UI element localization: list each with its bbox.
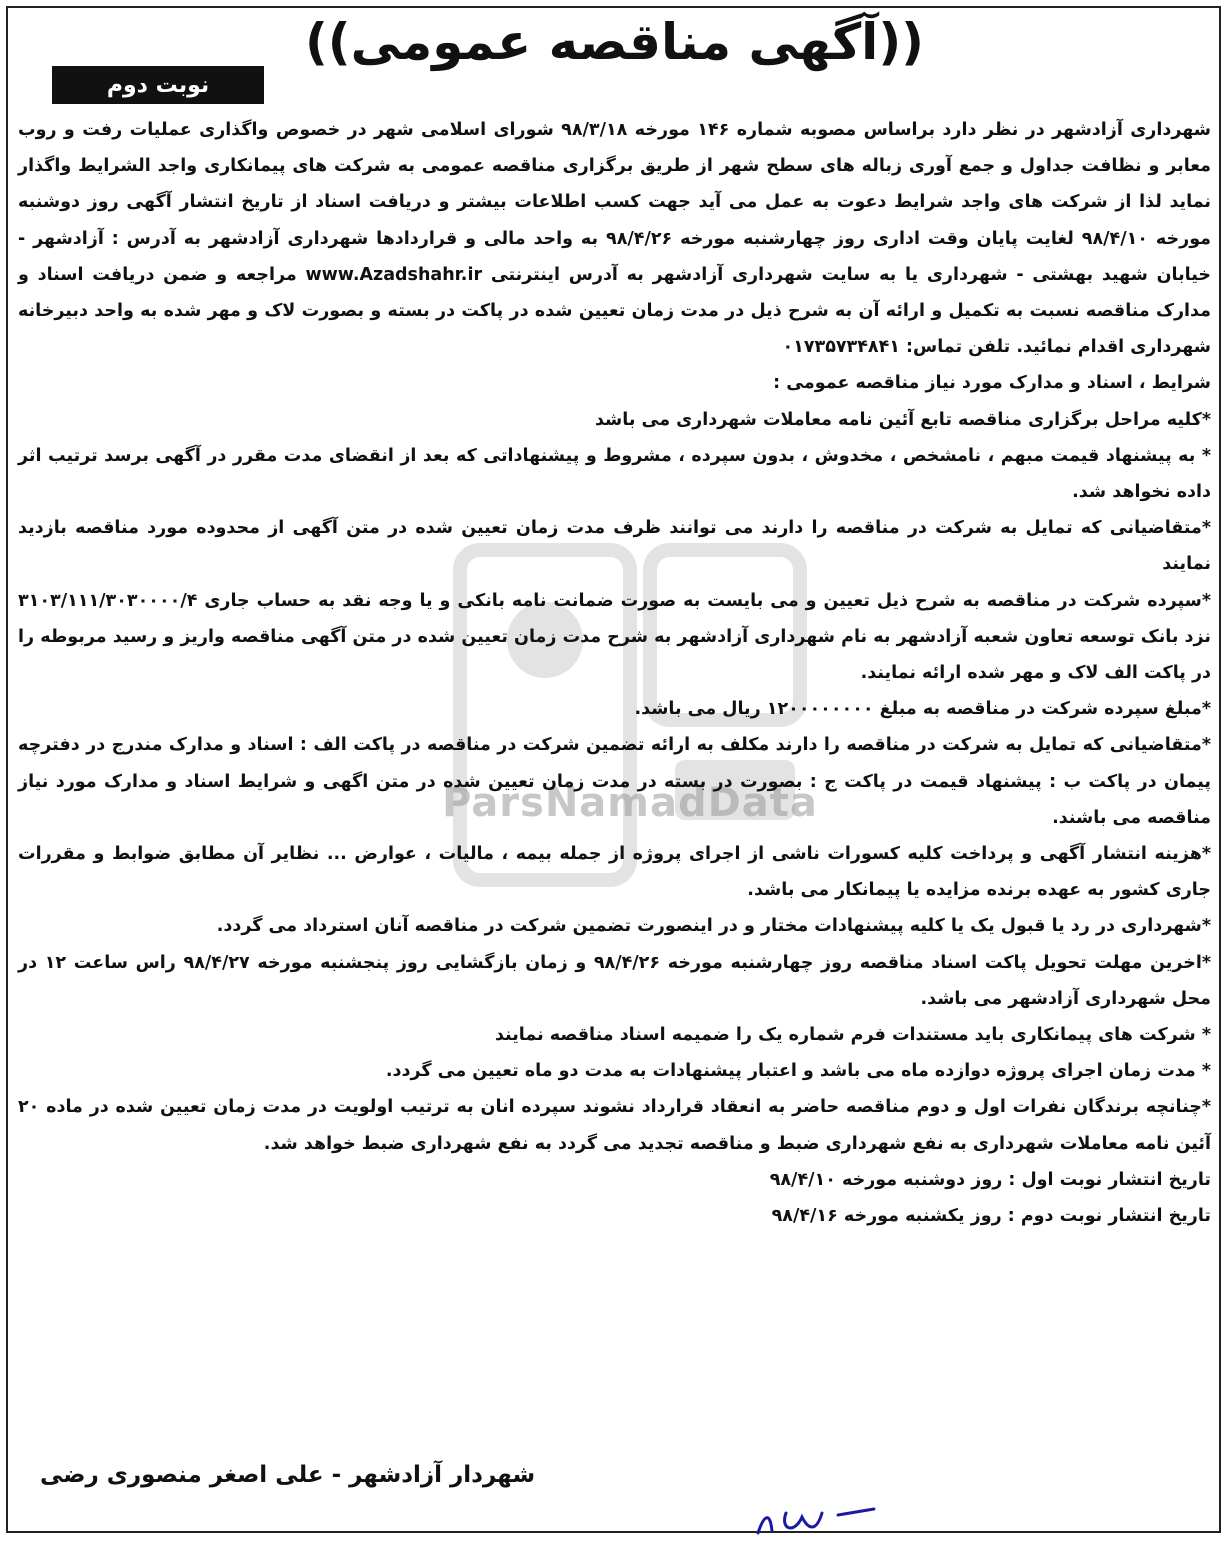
- condition-item: *هزینه انتشار آگهی و پرداخت کلیه کسورات ناشی از اجرای پروژه از جمله بیمه ، مالیات ، عوارض ... نظایر آن مطابق ضوابط و مقررات جاری کشور به عهده برنده مزایده یا پیمانکار می باشد.: [18, 844, 1211, 901]
- condition-item: *سپرده شرکت در مناقصه به شرح ذیل تعیین و می بایست به صورت ضمانت نامه بانکی و یا وجه نقد به حساب جاری ۳۱۰۳/۱۱۱/۳۰۳۰۰۰۰/۴ نزد بانک توسعه تعاون شعبه آزادشهر به نام شهرداری آزادشهر به شرح مدت زمان تعیین شده در متن آگهی مناقصه واریز و رسید مربوطه را در پاکت الف لاک و مهر شده ارائه نمایند.: [18, 590, 1211, 684]
- condition-item: * به پیشنهاد قیمت مبهم ، نامشخص ، مخدوش ، بدون سپرده ، مشروط و پیشنهاداتی که بعد از انقضای مدت مقرر در آگهی برسد ترتیب اثر داده نخواهد شد.: [18, 445, 1211, 503]
- condition-item: *اخرین مهلت تحویل پاکت اسناد مناقصه روز چهارشنبه مورخه ۹۸/۴/۲۶ و زمان بازگشایی روز پنجشنبه مورخه ۹۸/۴/۲۷ راس ساعت ۱۲ در محل شهرداری آزادشهر می باشد.: [18, 952, 1211, 1009]
- conditions-heading: شرایط ، اسناد و مدارک مورد نیاز مناقصه عمومی :: [773, 373, 1211, 394]
- condition-item: * مدت زمان اجرای پروژه دوازده ماه می باشد و اعتبار پیشنهادات به مدت دو ماه تعیین می گردد.: [385, 1061, 1211, 1082]
- mayor-signature: شهردار آزادشهر - علی اصغر منصوری رضی: [40, 1462, 536, 1488]
- condition-item: *شهرداری در رد یا قبول یک یا کلیه پیشنهادات مختار و در اینصورت تضمین شرکت در مناقصه آنان استرداد می گردد.: [216, 916, 1211, 937]
- condition-item: *کلیه مراحل برگزاری مناقصه تابع آئین نامه معاملات شهرداری می باشد: [594, 409, 1211, 430]
- condition-item: *مبلغ سپرده شرکت در مناقصه به مبلغ ۱۲۰۰۰۰۰۰۰۰ ریال می باشد.: [634, 699, 1211, 720]
- condition-item: * شرکت های پیمانکاری باید مستندات فرم شماره یک را ضمیمه اسناد مناقصه نمایند: [494, 1025, 1211, 1046]
- publish-date-first: تاریخ انتشار نوبت اول : روز دوشنبه مورخه ۹۸/۴/۱۰: [769, 1169, 1211, 1190]
- condition-item: *متقاضیانی که تمایل به شرکت در مناقصه را دارند مکلف به ارائه تضمین شرکت در مناقصه در پاکت الف : اسناد و مدارک مندرج در دفترچه پیمان در پاکت ب : پیشنهاد قیمت در پاکت ج : بصورت در بسته در مدت زمان تعیین شده در متن اگهی و شرایط اسناد و مدارک مورد نیاز مناقصه می باشند.: [18, 735, 1211, 828]
- condition-item: *چنانچه برندگان نفرات اول و دوم مناقصه حاضر به انعقاد قرارداد نشوند سپرده انان به ترتیب اولویت در مدت زمان تعیین شده در ماده ۲۰ آئین نامه معاملات شهرداری به نفع شهرداری ضبط و مناقصه تجدید می گردد به نفع شهرداری ضبط خواهد شد.: [18, 1097, 1211, 1154]
- intro-text: شهرداری آزادشهر در نظر دارد براساس مصوبه شماره ۱۴۶ مورخه ۹۸/۳/۱۸ شورای اسلامی شهر در خصوص واگذاری عملیات رفت و روب معابر و نظافت جداول و جمع آوری زباله های سطح شهر از طریق برگزاری مناقصه عمومی به شرکت های پیمانکاری واجد الشرایط واگذار نماید لذا از شرکت های واجد شرایط دعوت به عمل می آید جهت کسب اطلاعات بیشتر و دریافت اسناد از تاریخ انتشار آگهی روز دوشنبه مورخه ۹۸/۴/۱۰ لغایت پایان وقت اداری روز چهارشنبه مورخه ۹۸/۴/۲۶ به واحد مالی و قراردادها شهرداری آزادشهر به آدرس : آزادشهر - خیابان شهید بهشتی - شهرداری یا به سایت شهرداری آزادشهر به آدرس اینترنتی: [18, 120, 1212, 285]
- watermark-text: ParsNamadData: [442, 780, 818, 826]
- publish-date-second: تاریخ انتشار نوبت دوم : روز یکشنبه مورخه ۹۸/۴/۱۶: [771, 1206, 1211, 1227]
- ad-title: ((آگهی مناقصه عمومی)): [304, 13, 925, 71]
- ad-body: [18, 112, 1211, 1234]
- website-link[interactable]: www.Azadshahr.ir: [305, 264, 483, 285]
- intro-paragraph: [18, 112, 1211, 365]
- condition-item: *متقاضیانی که تمایل به شرکت در مناقصه را دارند می توانند ظرف مدت زمان تعیین شده در متن آگهی از محدوده مورد مناقصه بازدید نمایند: [18, 518, 1211, 575]
- intro-text-cont: مراجعه و ضمن دریافت اسناد و مدارک مناقصه نسبت به تکمیل و ارائه آن به شرح ذیل در مدت زمان تعیین شده در پاکت در بسته و بصورت لاک و مهر شده به واحد دبیرخانه شهرداری اقدام نمائید. تلفن تماس: ۰۱۷۳۵۷۳۴۸۴۱: [18, 264, 1211, 358]
- handwritten-number-icon: [750, 1505, 880, 1539]
- publication-badge: نوبت دوم: [52, 66, 264, 104]
